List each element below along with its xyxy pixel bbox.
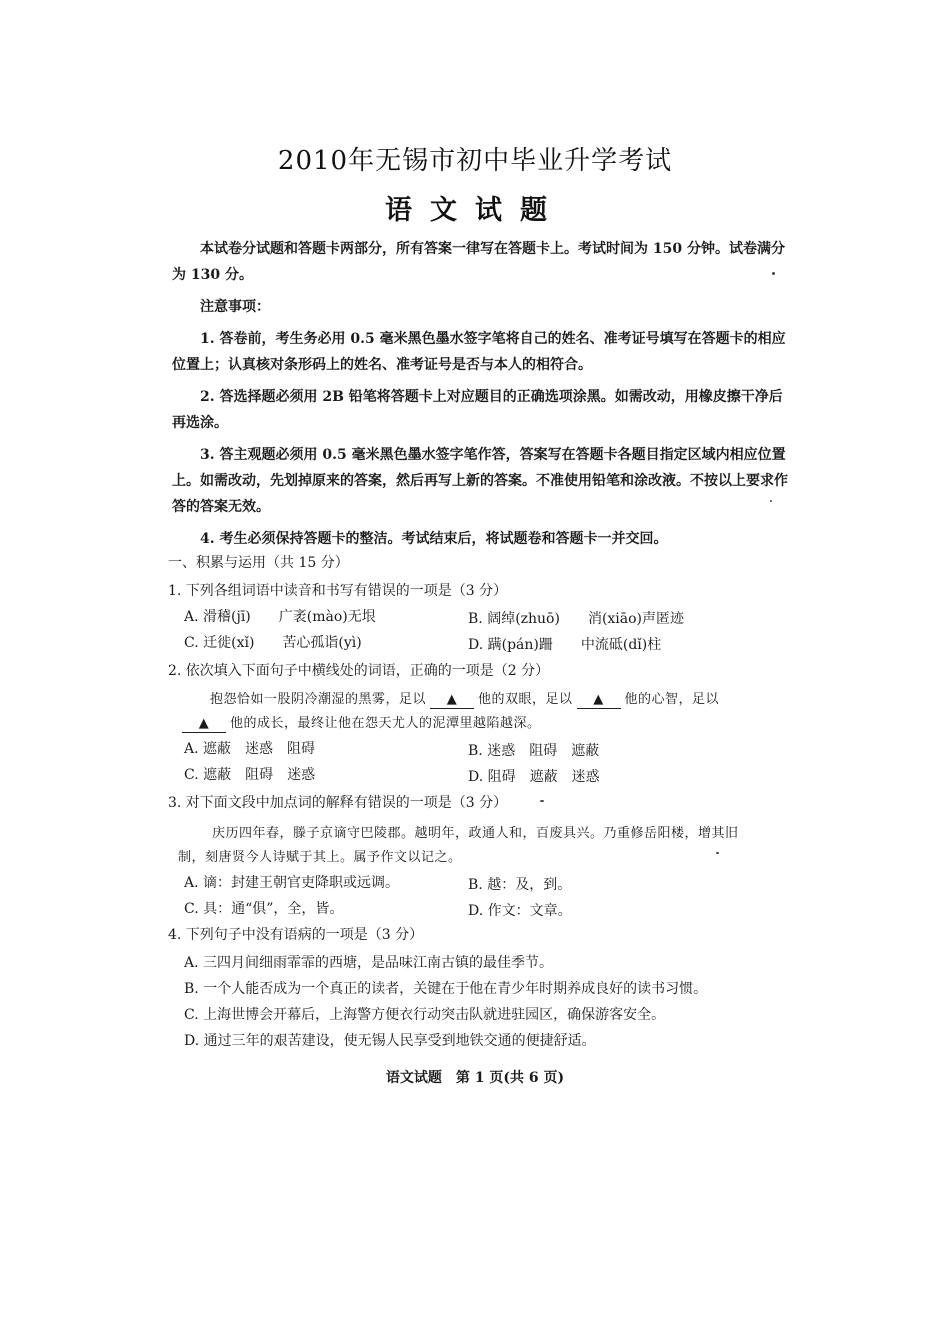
question-3-stem: 3. 对下面文段中加点词的解释有错误的一项是（3 分） (168, 795, 508, 811)
q4-option-d: D. 通过三年的艰苦建设，使无锡人民享受到地铁交通的便捷舒适。 (184, 1033, 596, 1049)
scan-speck (772, 272, 775, 275)
question-2-stem: 2. 依次填入下面句子中横线处的词语，正确的一项是（2 分） (168, 663, 550, 679)
page-footer: 语文试题 第 1 页(共 6 页) (385, 1070, 565, 1086)
q3-option-b: B. 越：及，到。 (468, 877, 572, 893)
q1-option-a: A. 滑稽(jī) 广袤(mào)无垠 (184, 609, 376, 625)
q3-option-c: C. 具：通“俱”，全，皆。 (184, 901, 344, 917)
q3-passage-line-2: 制，刻唐贤今人诗赋于其上。属予作文以记之。 (178, 850, 462, 865)
q2-blank-2: ▲ (577, 692, 621, 709)
q2-sentence-part-2: 他的双眼，足以 (478, 692, 573, 707)
q2-sentence-line-2 (178, 712, 541, 733)
q1-option-d: D. 蹒(pán)跚 中流砥(dǐ)柱 (468, 637, 662, 653)
q4-option-b: B. 一个人能否成为一个真正的读者，关键在于他在青少年时期养成良好的读书习惯。 (184, 981, 708, 997)
q2-blank-1: ▲ (430, 692, 474, 709)
q3-passage-line-1: 庆历四年春，滕子京谪守巴陵郡。越明年，政通人和，百废具兴。乃重修岳阳楼，增其旧 (212, 826, 739, 841)
q4-option-a: A. 三四月间细雨霏霏的西塘，是品味江南古镇的最佳季节。 (184, 955, 554, 971)
q2-option-d: D. 阻碍 遮蔽 迷惑 (468, 769, 600, 785)
section-heading: 一、积累与运用（共 15 分） (168, 555, 349, 571)
q3-option-a: A. 谪：封建王朝官吏降职或远调。 (184, 875, 400, 891)
instructions (172, 236, 790, 552)
q2-option-c: C. 遮蔽 阻碍 迷惑 (184, 767, 316, 783)
q3-option-d: D. 作文：文章。 (468, 903, 572, 919)
q2-sentence-line-1 (210, 688, 719, 709)
intro-paragraph: 本试卷分试题和答题卡两部分，所有答案一律写在答题卡上。考试时间为 150 分钟。试卷满分为 130 分。 (172, 241, 785, 283)
q2-blank-3: ▲ (182, 716, 226, 733)
q2-sentence-part-3: 他的心智，足以 (624, 692, 720, 707)
notice-item-1: 1. 答卷前，考生务必用 0.5 毫米黑色墨水签字笔将自己的姓名、准考证号填写在答题卡的相应位置上；认真核对条形码上的姓名、准考证号是否与本人的相符合。 (172, 331, 786, 373)
q2-sentence-part-4: 他的成长，最终让他在怨天尤人的泥潭里越陷越深。 (230, 716, 541, 731)
question-1-stem: 1. 下列各组词语中读音和书写有错误的一项是（3 分） (168, 583, 508, 599)
q2-option-a: A. 遮蔽 迷惑 阻碍 (184, 741, 316, 757)
scan-speck (540, 800, 544, 802)
notice-item-3: 3. 答主观题必须用 0.5 毫米黑色墨水签字笔作答，答案写在答题卡各题目指定区域内相应位置上。如需改动，先划掉原来的答案，然后再写上新的答案。不准使用铅笔和涂改液。不按以上要求作答的答案无效。 (172, 447, 788, 515)
notice-item-4: 4. 考生必须保持答题卡的整洁。考试结束后，将试题卷和答题卡一并交回。 (200, 531, 668, 547)
notice-title: 注意事项： (200, 299, 270, 315)
q1-option-b: B. 阔绰(zhuō) 消(xiāo)声匿迹 (468, 611, 685, 627)
scan-speck (770, 500, 772, 502)
q2-sentence-part-1: 抱怨恰如一股阴冷潮湿的黑雾，足以 (210, 692, 427, 707)
notice-item-2: 2. 答选择题必须用 2B 铅笔将答题卡上对应题目的正确选项涂黑。如需改动，用橡皮擦干净后再选涂。 (172, 389, 783, 431)
q1-option-c: C. 迁徙(xǐ) 苦心孤诣(yì) (184, 635, 362, 651)
scan-speck (716, 852, 719, 854)
exam-subtitle: 语文试题 (385, 195, 565, 226)
q4-option-c: C. 上海世博会开幕后，上海警方便衣行动突击队就进驻园区，确保游客安全。 (184, 1007, 666, 1023)
exam-title: 2010年无锡市初中毕业升学考试 (277, 146, 673, 176)
question-4-stem: 4. 下列句子中没有语病的一项是（3 分） (168, 927, 424, 943)
q2-option-b: B. 迷惑 阻碍 遮蔽 (468, 743, 600, 759)
